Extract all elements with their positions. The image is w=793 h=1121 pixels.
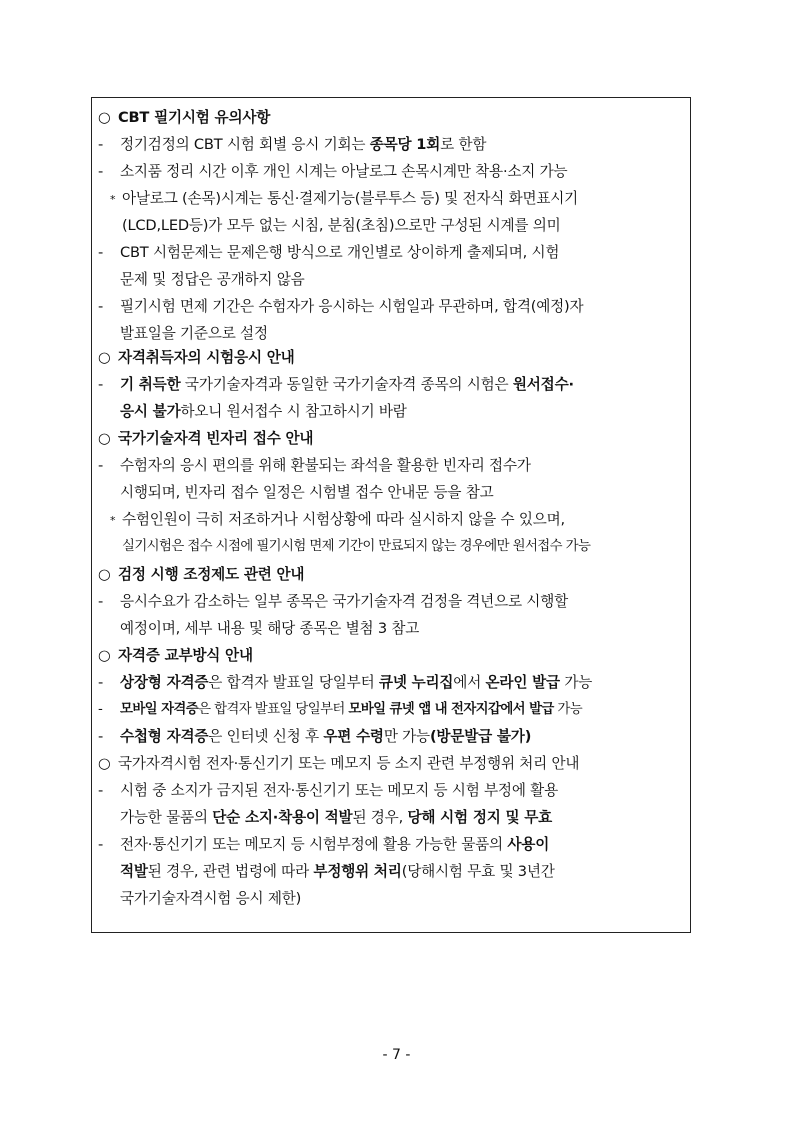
dash-marker: - (98, 244, 104, 261)
body-text: 가능 (559, 674, 593, 691)
emphasis-text: 적발 (120, 863, 148, 880)
dash-marker: - (98, 376, 104, 393)
dash-marker: - (98, 593, 104, 610)
body-text: 예정이며, 세부 내용 및 해당 종목은 별첨 3 참고 (120, 620, 420, 637)
asterisk-marker: * (110, 514, 116, 527)
page-number: - 7 - (382, 1047, 411, 1063)
circle-bullet-icon: ○ (98, 647, 111, 664)
dash-marker: - (98, 298, 104, 315)
section-heading-text: 검정 시행 조정제도 관련 안내 (118, 566, 305, 583)
circle-bullet-icon: ○ (98, 109, 111, 126)
body-text: 가능한 물품의 (120, 809, 213, 826)
body-text: 국가기술자격시험 응시 제한) (120, 890, 302, 907)
emphasis-text: 기 취득한 (120, 376, 181, 393)
body-text: 시행되며, 빈자리 접수 일정은 시험별 접수 안내문 등을 참고 (120, 484, 494, 501)
body-text: 로 한함 (440, 136, 487, 153)
body-text: 응시수요가 감소하는 일부 종목은 국가기술자격 검정을 격년으로 시행할 (120, 593, 569, 610)
text-line (98, 135, 486, 155)
text-line (98, 781, 558, 801)
body-text: 문제 및 정답은 공개하지 않음 (120, 271, 305, 288)
text-line (98, 727, 531, 747)
emphasis-text: 상장형 자격증 (120, 674, 209, 691)
body-text: 수험인원이 극히 저조하거나 시험상황에 따라 실시하지 않을 수 있으며, (122, 511, 565, 528)
section-heading-text: 자격취득자의 시험응시 안내 (118, 349, 295, 366)
text-line (98, 673, 592, 693)
body-text: 은 합격자 발표일 당일부터 (208, 674, 379, 691)
emphasis-text: 우편 수령 (323, 728, 384, 745)
section-heading-text: 국가기술자격 빈자리 접수 안내 (118, 430, 314, 447)
emphasis-text: 원서접수· (512, 376, 574, 393)
section-heading-text: 국가자격시험 전자·통신기기 또는 메모지 등 소지 관련 부정행위 처리 안내 (118, 755, 580, 772)
body-text: 만 가능 (383, 728, 430, 745)
body-text: 발표일을 기준으로 설정 (120, 325, 268, 342)
dash-marker: - (98, 136, 104, 153)
text-line (122, 216, 561, 236)
body-text: 소지품 정리 시간 이후 개인 시계는 아날로그 손목시계만 착용·소지 가능 (120, 163, 568, 180)
text-line (120, 862, 555, 882)
section-heading (98, 646, 253, 666)
text-line (122, 537, 590, 557)
body-text: 정기검정의 CBT 시험 회별 응시 기회는 (120, 136, 370, 153)
text-line (120, 808, 552, 828)
notice-box (91, 97, 691, 933)
emphasis-text: 단순 소지·착용이 적발 (212, 809, 353, 826)
emphasis-text: 부정행위 처리 (313, 863, 402, 880)
dash-marker: - (98, 836, 104, 853)
circle-bullet-icon: ○ (98, 566, 111, 583)
body-text: 하오니 원서접수 시 참고하시기 바람 (180, 403, 407, 420)
emphasis-text: 종목당 1회 (369, 136, 441, 153)
emphasis-text: 온라인 발급 (485, 674, 560, 691)
emphasis-text: 모바일 자격증 (120, 702, 199, 717)
body-text: 수험자의 응시 편의를 위해 환불되는 좌석을 활용한 빈자리 접수가 (120, 457, 531, 474)
body-text: 가능 (553, 702, 583, 717)
body-text: CBT 시험문제는 문제은행 방식으로 개인별로 상이하게 출제되며, 시험 (120, 244, 560, 261)
emphasis-text: 큐넷 누리집 (378, 674, 454, 691)
text-line (120, 889, 301, 909)
body-text: 필기시험 면제 기간은 수험자가 응시하는 시험일과 무관하며, 합격(예정)자 (120, 298, 584, 315)
dash-marker: - (98, 163, 104, 180)
text-line (120, 324, 268, 344)
section-heading (98, 108, 270, 128)
section-heading (98, 429, 313, 449)
emphasis-text: 사용이 (507, 836, 550, 853)
body-text: 된 경우, 관련 법령에 따라 (147, 863, 314, 880)
text-line (98, 835, 549, 855)
section-heading (98, 565, 304, 585)
section-heading-text: 자격증 교부방식 안내 (118, 647, 253, 664)
body-text: 실기시험은 접수 시점에 필기시험 면제 기간이 만료되지 않는 경우에만 원서접수 가능 (122, 539, 591, 554)
text-line (98, 162, 567, 182)
text-line (120, 402, 407, 422)
asterisk-marker: * (110, 193, 116, 206)
text-line (98, 375, 574, 395)
circle-bullet-icon: ○ (98, 349, 111, 366)
section-heading (98, 348, 295, 368)
emphasis-text: (방문발급 불가) (429, 728, 532, 745)
dash-marker: - (98, 782, 104, 799)
emphasis-text: 모바일 큐넷 앱 내 전자지갑에서 발급 (348, 702, 554, 717)
dash-marker: - (98, 457, 104, 474)
body-text: 전자·통신기기 또는 메모지 등 시험부정에 활용 가능한 물품의 (120, 836, 508, 853)
text-line (110, 189, 578, 210)
text-line (98, 243, 559, 263)
text-line (110, 510, 565, 531)
body-text: 된 경우, (352, 809, 408, 826)
circle-bullet-icon: ○ (98, 755, 111, 772)
dash-marker: - (98, 702, 103, 717)
section-heading (98, 754, 579, 774)
body-text: 국가기술자격과 동일한 국가기술자격 종목의 시험은 (180, 376, 513, 393)
emphasis-text: 당해 시험 정지 및 무효 (407, 809, 553, 826)
body-text: 에서 (453, 674, 486, 691)
body-text: (LCD,LED등)가 모두 없는 시침, 분침(초침)으로만 구성된 시계를 의미 (122, 217, 561, 234)
dash-marker: - (98, 728, 104, 745)
body-text: 시험 중 소지가 금지된 전자·통신기기 또는 메모지 등 시험 부정에 활용 (120, 782, 558, 799)
circle-bullet-icon: ○ (98, 430, 111, 447)
body-text: 은 인터넷 신청 후 (208, 728, 324, 745)
text-line (98, 592, 568, 612)
section-heading-text: CBT 필기시험 유의사항 (118, 109, 271, 126)
body-text: 아날로그 (손목)시계는 통신·결제기능(블루투스 등) 및 전자식 화면표시기 (122, 190, 579, 207)
body-text: 은 합격자 발표일 당일부터 (198, 702, 349, 717)
text-line (98, 297, 583, 317)
dash-marker: - (98, 674, 104, 691)
text-line (120, 270, 305, 290)
text-line (98, 700, 582, 720)
text-line (98, 456, 531, 476)
emphasis-text: 응시 불가 (120, 403, 181, 420)
body-text: (당해시험 무효 및 3년간 (401, 863, 555, 880)
emphasis-text: 수첩형 자격증 (120, 728, 209, 745)
text-line (120, 619, 419, 639)
text-line (120, 483, 494, 503)
